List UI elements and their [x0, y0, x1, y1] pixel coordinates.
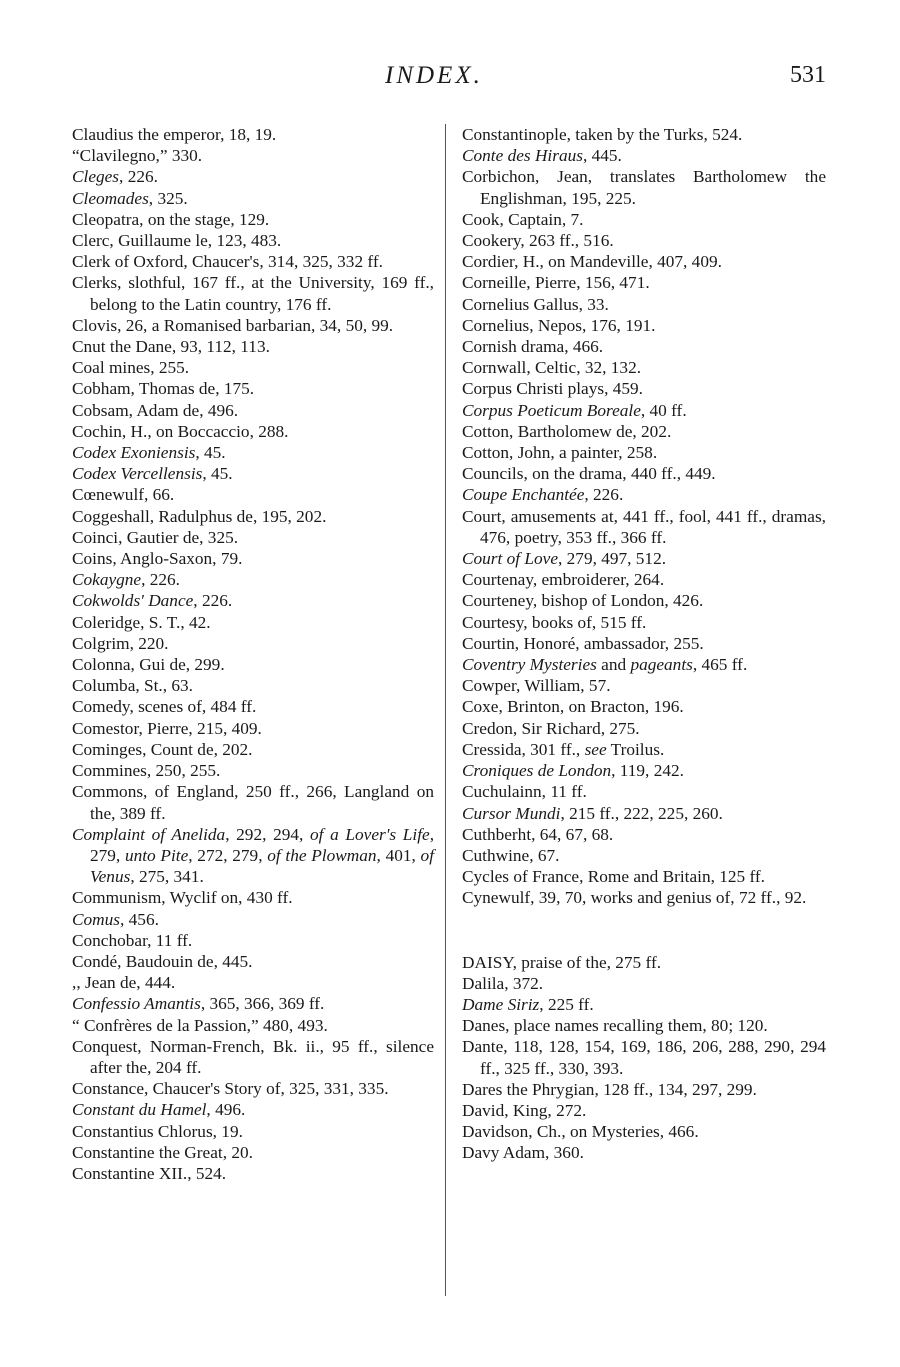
index-entry: [72, 188, 434, 209]
entry-text: Coggeshall, Radulphus de, 195, 202.: [72, 506, 327, 526]
index-entry: [462, 124, 826, 145]
index-entry: [72, 696, 434, 717]
entry-title-italic: Cursor Mundi: [462, 803, 561, 823]
entry-title-italic: Corpus Poeticum Boreale: [462, 400, 641, 420]
index-entry: [462, 145, 826, 166]
index-entry: [462, 1015, 826, 1036]
index-entry: [462, 209, 826, 230]
entry-text: Constance, Chaucer's Story of, 325, 331, 335.: [72, 1079, 389, 1099]
entry-title-italic: Court of Love: [462, 549, 559, 569]
index-entry: [72, 590, 434, 611]
index-entry: [462, 718, 826, 739]
entry-text: Cornelius Gallus, 33.: [462, 294, 609, 314]
index-entry: [462, 251, 826, 272]
entry-title-italic: Cokwolds' Dance: [72, 591, 194, 611]
index-entry: [72, 1078, 434, 1099]
entry-text: Constantinople, taken by the Turks, 524.: [462, 125, 743, 144]
index-entry: [72, 887, 434, 908]
entry-text: Communism, Wyclif on, 430 ff.: [72, 888, 293, 908]
entry-text: , 225 ff.: [539, 994, 594, 1014]
index-entry: [72, 675, 434, 696]
index-entry: [72, 930, 434, 951]
entry-text: , 272, 279,: [188, 845, 268, 865]
index-column-right: [462, 124, 826, 1164]
entry-text: Cœnewulf, 66.: [72, 485, 175, 505]
index-entry: [462, 463, 826, 484]
index-entry: [462, 803, 826, 824]
page-title: INDEX.: [385, 62, 483, 89]
entry-text: Cornish drama, 466.: [462, 337, 604, 357]
entry-text: Danes, place names recalling them, 80; 120.: [462, 1016, 768, 1036]
index-entry: [462, 400, 826, 421]
entry-text: Colgrim, 220.: [72, 633, 169, 653]
index-entry: [72, 230, 434, 251]
entry-text: Court, amusements at, 441 ff., fool, 441 ff., dramas, 476, poetry, 353 ff., 366 ff.: [462, 506, 826, 547]
index-entry: [462, 230, 826, 251]
index-entry: [462, 336, 826, 357]
entry-text: Courteney, bishop of London, 426.: [462, 591, 704, 611]
index-entry: [462, 675, 826, 696]
column-divider: [445, 124, 446, 1296]
entry-title-italic: Cokaygne: [72, 570, 142, 590]
index-entry: [72, 336, 434, 357]
entry-text: Davy Adam, 360.: [462, 1143, 584, 1163]
entry-text: Coxe, Brinton, on Bracton, 196.: [462, 697, 684, 717]
index-entry: [72, 484, 434, 505]
entry-text: Davidson, Ch., on Mysteries, 466.: [462, 1122, 699, 1142]
index-entry: [72, 506, 434, 527]
entry-text: Cobham, Thomas de, 175.: [72, 379, 255, 399]
entry-text: Cookery, 263 ff., 516.: [462, 231, 614, 251]
entry-text: Commons, of England, 250 ff., 266, Langland on the, 389 ff.: [72, 782, 434, 823]
entry-text: Coinci, Gautier de, 325.: [72, 527, 239, 547]
index-entry: [72, 633, 434, 654]
entry-text: Cycles of France, Rome and Britain, 125 ff.: [462, 867, 765, 887]
entry-text: , 465 ff.: [692, 655, 748, 675]
index-entry: [72, 421, 434, 442]
index-entry: [72, 824, 434, 888]
entry-title-italic: of Venus: [90, 845, 434, 887]
entry-text: , 279, 497, 512.: [558, 549, 667, 569]
entry-text: Cordier, H., on Mandeville, 407, 409.: [462, 252, 722, 272]
index-entry: [462, 548, 826, 569]
index-entry: [462, 357, 826, 378]
page-number: 531: [790, 62, 826, 88]
index-entry: [462, 506, 826, 548]
entry-text: Clerk of Oxford, Chaucer's, 314, 325, 332 ff.: [72, 252, 383, 272]
entry-text: , 325.: [148, 188, 188, 208]
index-entry: [462, 973, 826, 994]
entry-text: Courtesy, books of, 515 ff.: [462, 612, 647, 632]
entry-title-italic: Coupe Enchantée: [462, 485, 585, 505]
entry-text: , 365, 366, 369 ff.: [200, 994, 325, 1014]
entry-text: Cobsam, Adam de, 496.: [72, 400, 239, 420]
entry-text: Corneille, Pierre, 156, 471.: [462, 273, 650, 293]
index-entry: [462, 739, 826, 760]
index-entry: [72, 1121, 434, 1142]
entry-text: , 45.: [195, 443, 226, 463]
index-entry: [462, 315, 826, 336]
entry-text: Troilus.: [606, 739, 665, 759]
entry-text: , 215 ff., 222, 225, 260.: [560, 803, 723, 823]
entry-text: Clerc, Guillaume le, 123, 483.: [72, 231, 282, 251]
entry-text: Cuthwine, 67.: [462, 845, 560, 865]
entry-text: Courtenay, embroiderer, 264.: [462, 570, 665, 590]
entry-text: , 275, 341.: [130, 867, 204, 887]
entry-title-italic: Constant du Hamel: [72, 1100, 207, 1120]
entry-text: , 226.: [141, 570, 180, 590]
index-entry: [72, 951, 434, 972]
entry-text: Clovis, 26, a Romanised barbarian, 34, 50, 99.: [72, 315, 394, 335]
index-entry: [72, 1142, 434, 1163]
index-entry: [462, 1142, 826, 1163]
entry-title-italic: Codex Exoniensis: [72, 443, 196, 463]
index-entry: [72, 357, 434, 378]
entry-text: Cotton, Bartholomew de, 202.: [462, 421, 672, 441]
index-entry: [462, 654, 826, 675]
entry-text: Constantius Chlorus, 19.: [72, 1121, 243, 1141]
index-entry: [462, 421, 826, 442]
entry-text: , 496.: [206, 1100, 246, 1120]
index-entry: [72, 972, 434, 993]
index-entry: [72, 166, 434, 187]
entry-text: , 445.: [582, 146, 622, 166]
index-entry: [72, 378, 434, 399]
entry-text: Courtin, Honoré, ambassador, 255.: [462, 633, 704, 653]
index-entry: [462, 294, 826, 315]
entry-text: , 292, 294,: [225, 824, 310, 844]
entry-text: Cuthberht, 64, 67, 68.: [462, 824, 614, 844]
index-entry: [462, 612, 826, 633]
index-entry: [462, 1079, 826, 1100]
index-entry: [462, 760, 826, 781]
index-entry: [462, 272, 826, 293]
entry-text: Dante, 118, 128, 154, 169, 186, 206, 288, 290, 294 ff., 325 ff., 330, 393.: [462, 1037, 826, 1078]
entry-text: “ Confrères de la Passion,” 480, 493.: [72, 1015, 328, 1035]
entry-title-italic: of the Plowman: [267, 845, 377, 865]
entry-text: Conquest, Norman-French, Bk. ii., 95 ff., silence after the, 204 ff.: [72, 1036, 434, 1077]
index-entry: [462, 166, 826, 208]
index-entry: [462, 952, 826, 973]
index-entry: [462, 569, 826, 590]
index-entry: [72, 209, 434, 230]
index-entry: [72, 1163, 434, 1184]
entry-text: Cook, Captain, 7.: [462, 209, 584, 229]
index-column-left: [72, 124, 434, 1184]
index-entry: [72, 569, 434, 590]
entry-text: Condé, Baudouin de, 445.: [72, 951, 253, 971]
index-entry: [462, 845, 826, 866]
entry-text: Colonna, Gui de, 299.: [72, 655, 225, 675]
entry-title-italic: of a Lover's Life: [309, 824, 430, 844]
index-entry: [72, 993, 434, 1014]
entry-text: Comestor, Pierre, 215, 409.: [72, 718, 262, 738]
index-entry: [462, 696, 826, 717]
entry-text: Corpus Christi plays, 459.: [462, 379, 643, 399]
entry-title-italic: unto Pite: [124, 845, 189, 865]
entry-text: Dares the Phrygian, 128 ff., 134, 297, 299.: [462, 1079, 757, 1099]
index-entry: [72, 1099, 434, 1120]
entry-text: Cleopatra, on the stage, 129.: [72, 209, 270, 229]
entry-text: Councils, on the drama, 440 ff., 449.: [462, 464, 716, 484]
entry-text: , 401,: [376, 845, 421, 865]
entry-text: Coins, Anglo-Saxon, 79.: [72, 549, 243, 569]
entry-title-italic: Conte des Hiraus: [462, 146, 583, 166]
entry-text: Dalila, 372.: [462, 973, 544, 993]
entry-title-italic: Dame Siriz: [462, 994, 540, 1014]
index-entry: [462, 1121, 826, 1142]
entry-text: , 279,: [90, 824, 435, 865]
index-entry: [462, 781, 826, 802]
entry-text: , 119, 242.: [611, 761, 684, 781]
entry-text: , 456.: [120, 909, 159, 929]
entry-title-italic: see: [584, 739, 607, 759]
index-entry: [72, 1015, 434, 1036]
entry-title-italic: Comus: [72, 909, 121, 929]
index-entry: [72, 718, 434, 739]
entry-text: Cnut the Dane, 93, 112, 113.: [72, 337, 270, 357]
entry-text: Cowper, William, 57.: [462, 676, 611, 696]
entry-title-italic: pageants: [630, 655, 693, 675]
section-gap: [462, 909, 826, 952]
index-entry: [72, 315, 434, 336]
index-entry: [72, 1036, 434, 1078]
index-entry: [72, 145, 434, 166]
entry-text: , 45.: [202, 464, 233, 484]
entry-title-italic: Complaint of Anelida: [72, 824, 226, 844]
index-entry: [72, 400, 434, 421]
entry-text: , 226.: [119, 167, 158, 187]
entry-text: Cominges, Count de, 202.: [72, 739, 253, 759]
entry-text: Columba, St., 63.: [72, 676, 193, 696]
index-entry: [72, 654, 434, 675]
entry-text: Cuchulainn, 11 ff.: [462, 782, 587, 802]
entry-title-italic: Codex Vercellensis: [72, 464, 203, 484]
index-entry: [462, 633, 826, 654]
entry-text: “Clavilegno,” 330.: [72, 146, 203, 166]
index-entry: [462, 994, 826, 1015]
entry-text: ,, Jean de, 444.: [72, 973, 176, 993]
index-entry: [72, 781, 434, 823]
entry-text: Corbichon, Jean, translates Bartholomew the Englishman, 195, 225.: [462, 167, 826, 208]
entry-text: Conchobar, 11 ff.: [72, 930, 193, 950]
entry-title-italic: Cleges: [72, 167, 120, 187]
index-entry: [462, 887, 826, 908]
index-entry: [72, 251, 434, 272]
entry-text: Claudius the emperor, 18, 19.: [72, 125, 277, 144]
running-header: [0, 62, 900, 102]
index-entry: [72, 909, 434, 930]
entry-text: Cynewulf, 39, 70, works and genius of, 72 ff., 92.: [462, 888, 807, 908]
entry-title-italic: Coventry Mysteries: [462, 655, 597, 675]
entry-text: and: [596, 655, 631, 675]
entry-title-italic: Cleomades: [72, 188, 149, 208]
entry-text: Comedy, scenes of, 484 ff.: [72, 697, 257, 717]
index-entry: [462, 378, 826, 399]
index-entry: [462, 484, 826, 505]
index-entry: [462, 1100, 826, 1121]
entry-text: Coleridge, S. T., 42.: [72, 612, 211, 632]
entry-text: DAISY, praise of the, 275 ff.: [462, 952, 662, 972]
entry-text: Commines, 250, 255.: [72, 761, 221, 781]
index-entry: [72, 612, 434, 633]
index-entry: [462, 866, 826, 887]
index-entry: [72, 463, 434, 484]
index-entry: [72, 739, 434, 760]
index-entry: [462, 824, 826, 845]
entry-text: , 226.: [584, 485, 624, 505]
index-entry: [462, 1036, 826, 1078]
entry-text: Constantine XII., 524.: [72, 1163, 227, 1183]
entry-title-italic: Croniques de London: [462, 761, 612, 781]
entry-text: , 226.: [193, 591, 233, 611]
entry-text: Constantine the Great, 20.: [72, 1142, 253, 1162]
entry-text: , 40 ff.: [640, 400, 687, 420]
index-entry: [72, 760, 434, 781]
index-entry: [72, 272, 434, 314]
entry-text: Credon, Sir Richard, 275.: [462, 718, 640, 738]
index-entry: [72, 548, 434, 569]
entry-text: Coal mines, 255.: [72, 358, 190, 378]
entry-title-italic: Confessio Amantis: [72, 994, 201, 1014]
index-entry: [462, 442, 826, 463]
index-entry: [72, 527, 434, 548]
index-entry: [462, 590, 826, 611]
index-entry: [72, 442, 434, 463]
entry-text: Cornelius, Nepos, 176, 191.: [462, 315, 656, 335]
entry-text: Clerks, slothful, 167 ff., at the University, 169 ff., belong to the Latin country, 176 ff.: [72, 273, 434, 314]
entry-text: David, King, 272.: [462, 1100, 587, 1120]
entry-text: Cotton, John, a painter, 258.: [462, 443, 658, 463]
entry-text: Cornwall, Celtic, 32, 132.: [462, 358, 642, 378]
entry-text: Cressida, 301 ff.,: [462, 739, 585, 759]
index-entry: [72, 124, 434, 145]
entry-text: Cochin, H., on Boccaccio, 288.: [72, 421, 289, 441]
